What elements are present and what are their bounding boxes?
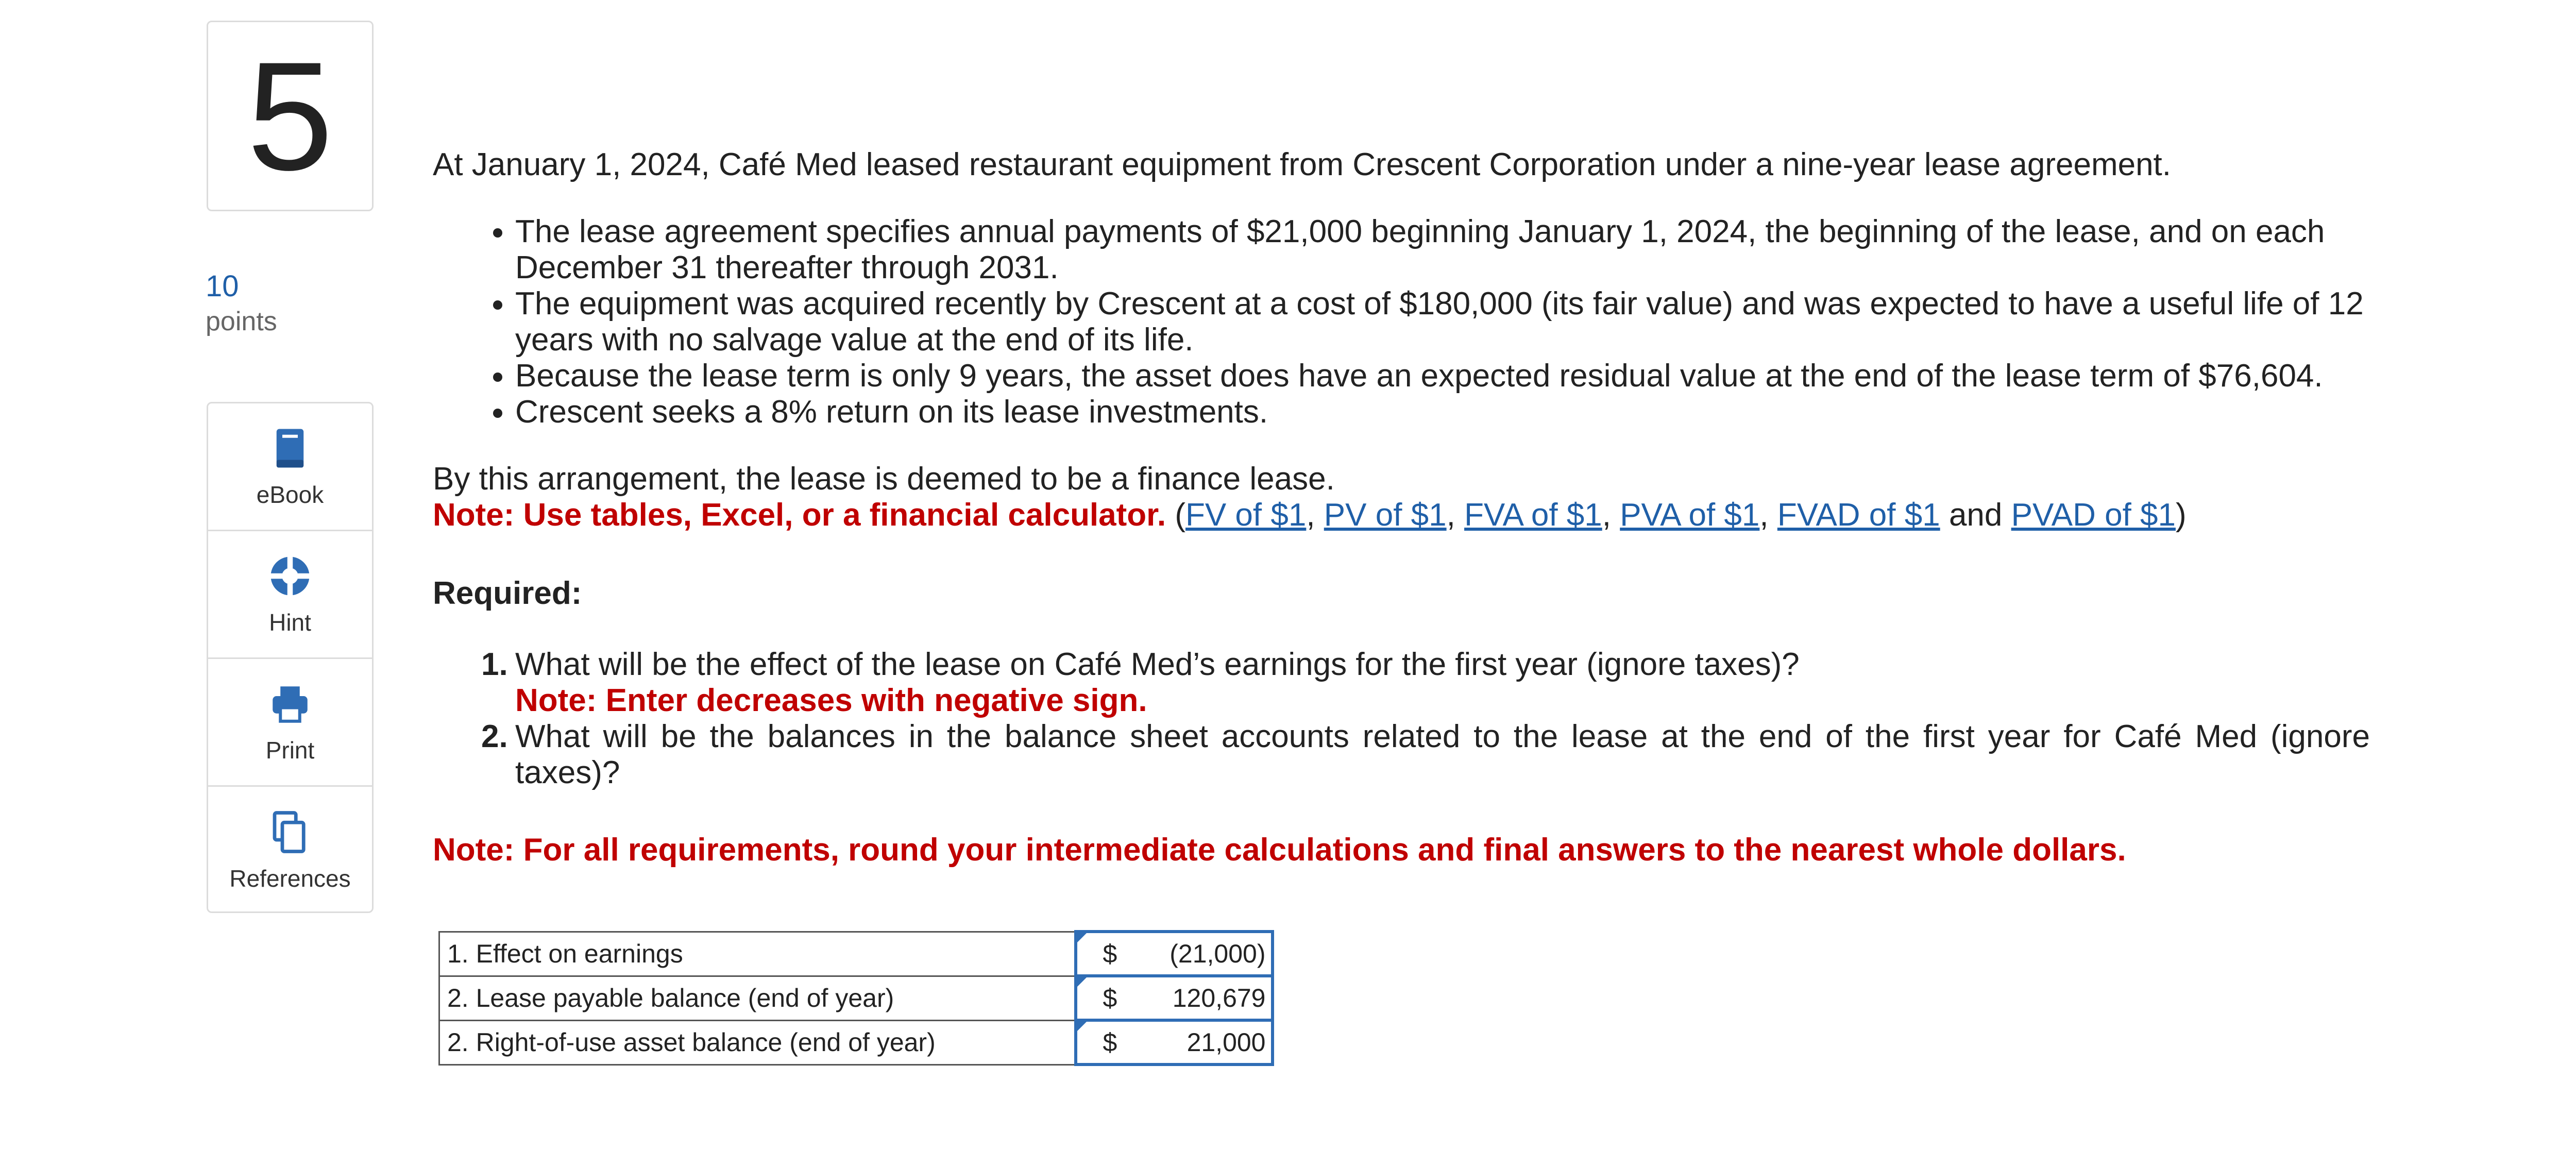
requirements-list (433, 647, 2370, 791)
list-item: • Crescent seeks a 8% return on its lease investments. (515, 394, 2370, 430)
effect-on-earnings-input[interactable] (1076, 932, 1273, 976)
required-heading: Required: (433, 576, 582, 611)
print-label: Print (265, 736, 315, 764)
answer-table (438, 930, 1274, 1066)
lease-classification-text: By this arrangement, the lease is deemed to be a finance lease. (433, 461, 1335, 497)
fvad-of-1-link[interactable]: FVAD of $1 (1777, 497, 1940, 533)
question-content (433, 147, 2370, 868)
pv-of-1-link[interactable]: PV of $1 (1324, 497, 1447, 533)
currency-symbol: $ (1103, 939, 1117, 968)
lease-facts-list (433, 214, 2370, 430)
rounding-note: Note: For all requirements, round your intermediate calculations and final answers to the nearest whole dollars. (433, 832, 2126, 868)
question-number-card (207, 21, 374, 211)
hint-button[interactable] (208, 531, 372, 659)
answer-label: 2. Right-of-use asset balance (end of year) (439, 1020, 1076, 1064)
table-row (439, 1020, 1273, 1064)
ebook-label: eBook (256, 481, 324, 508)
fva-of-1-link[interactable]: FVA of $1 (1464, 497, 1602, 533)
hint-label: Hint (269, 609, 311, 636)
list-item: • Because the lease term is only 9 years, the asset does have an expected residual value at the end of the lease term of $76,604. (515, 358, 2370, 394)
hint-icon (267, 553, 313, 599)
references-label: References (229, 865, 351, 892)
requirement-number: 2. (481, 719, 508, 754)
lease-payable-input[interactable] (1076, 976, 1273, 1020)
requirement-item (481, 719, 2370, 791)
question-intro: At January 1, 2024, Café Med leased restaurant equipment from Crescent Corporation under a nine-year lease agreement. (433, 147, 2172, 182)
currency-symbol: $ (1103, 984, 1117, 1012)
references-icon (267, 809, 313, 855)
tables-note-line: Note: Use tables, Excel, or a financial calculator. (FV of $1, PV of $1, FVA of $1, PVA of $1, FVAD of $1 and PVAD of $1) (433, 497, 2187, 533)
answer-label: 1. Effect on earnings (439, 932, 1076, 976)
table-row (439, 976, 1273, 1020)
tables-note: Note: Use tables, Excel, or a financial calculator. (433, 497, 1166, 533)
tools-panel (207, 402, 374, 913)
list-item: • The lease agreement specifies annual payments of $21,000 beginning January 1, 2024, the beginning of the lease, and on each December 31 thereafter through 2031. (515, 214, 2370, 286)
answer-value: 120,679 (1172, 984, 1266, 1012)
pvad-of-1-link[interactable]: PVAD of $1 (2011, 497, 2176, 533)
ebook-button[interactable] (208, 403, 372, 531)
requirement-note: Note: Enter decreases with negative sign. (515, 683, 1147, 718)
list-item: • The equipment was acquired recently by Crescent at a cost of $180,000 (its fair value) and was expected to have a useful life of 12 years with no salvage value at the end of its life. (515, 286, 2370, 358)
points-value: 10 (206, 269, 239, 303)
answer-label: 2. Lease payable balance (end of year) (439, 976, 1076, 1020)
ebook-icon (267, 425, 313, 471)
currency-symbol: $ (1103, 1028, 1117, 1057)
answer-value: 21,000 (1187, 1028, 1266, 1057)
question-number: 5 (247, 29, 333, 202)
print-button[interactable] (208, 659, 372, 787)
pva-of-1-link[interactable]: PVA of $1 (1620, 497, 1760, 533)
points-label: points (206, 307, 277, 336)
print-icon (267, 681, 313, 727)
requirement-item (481, 647, 2370, 719)
fv-of-1-link[interactable]: FV of $1 (1185, 497, 1307, 533)
answer-value: (21,000) (1170, 939, 1266, 968)
requirement-text: What will be the balances in the balance sheet accounts related to the lease at the end of the first year for Café Med (ignore taxes)? (515, 719, 2370, 790)
right-of-use-asset-input[interactable] (1076, 1020, 1273, 1064)
and-text: and (1948, 497, 2003, 533)
requirement-text: What will be the effect of the lease on Café Med’s earnings for the first year (ignore taxes)? (515, 647, 1800, 682)
table-row (439, 932, 1273, 976)
references-button[interactable] (208, 787, 372, 915)
requirement-number: 1. (481, 647, 508, 682)
